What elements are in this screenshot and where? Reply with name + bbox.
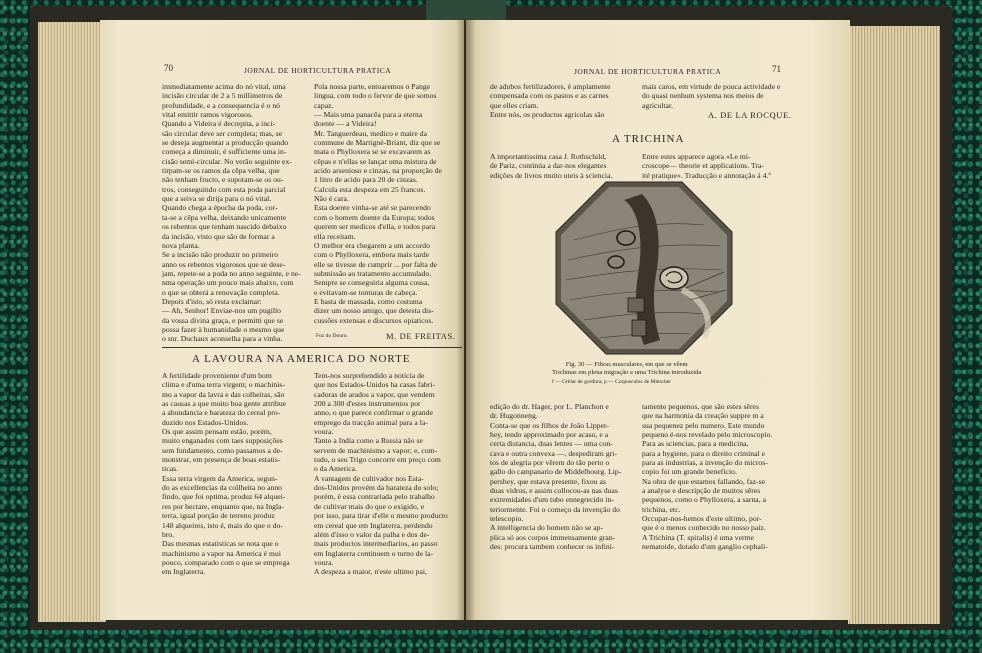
text-line: porém, é essa contrariada pelo trabalho bbox=[314, 492, 435, 502]
text-line: anno os rebentos vigorosos que se dese- bbox=[162, 259, 286, 269]
text-line: nma operação um pouco mais abaixo, com bbox=[162, 278, 294, 288]
text-line: Entre nós, os productos agricolas são bbox=[490, 110, 605, 120]
text-line: res por hectare, enquanto que, na Ingla- bbox=[162, 501, 285, 511]
text-line: hey, tendo approximado por acaso, e a bbox=[490, 430, 609, 440]
left-column-2-bottom bbox=[314, 371, 448, 577]
text-line: com o Phylloxera, embora mais tarde bbox=[314, 250, 430, 260]
text-line: A intelligencia do homem não se ap- bbox=[490, 523, 604, 533]
text-line: da incisão, visto que são de formar a bbox=[162, 231, 275, 241]
text-line: Sempre se conseguiria alguma cousa, bbox=[314, 278, 430, 288]
text-line: certa distancia, duas lentes — uma con- bbox=[490, 439, 613, 449]
text-line: ella receitam. bbox=[314, 231, 356, 241]
text-line: doente — a Videira! bbox=[314, 119, 377, 129]
text-line: cava e outra convexa —, despediram gri- bbox=[490, 448, 617, 458]
text-line: 200 a 300 d'estes instrumentos por bbox=[314, 399, 421, 409]
text-line: ité pratique». Traducção e annotação á 4.ª bbox=[642, 170, 771, 180]
article-title: A TRICHINA bbox=[612, 133, 685, 145]
text-line: da vossa divina graça, e permitti que se bbox=[162, 315, 284, 325]
text-line: Tem-nos surprehendido a noticia de bbox=[314, 371, 425, 380]
text-line: cisão semi-circular. No verão seguinte ex- bbox=[162, 156, 292, 166]
text-line: o da America. bbox=[314, 464, 358, 474]
text-line: ticas. bbox=[162, 464, 179, 474]
text-line: que na harmonia da creação suppre m a bbox=[642, 411, 764, 421]
text-line: vital emittir ramos vigorosos. bbox=[162, 110, 253, 120]
text-line: dos-Unidos provém da barateza do solo; bbox=[314, 483, 439, 493]
text-line: são circular deve ser completa; mas, se bbox=[162, 128, 283, 138]
text-line: muito enganados com taes supposições bbox=[162, 436, 283, 446]
right-page bbox=[466, 20, 850, 620]
left-column-2-top bbox=[314, 82, 442, 325]
text-line: o que se obterá a renovação completa. bbox=[162, 287, 280, 297]
text-line: voura. bbox=[314, 427, 334, 437]
text-line: nova planta. bbox=[162, 240, 200, 250]
text-line: acido arsenioso e cinzas, na proporção de bbox=[314, 166, 442, 176]
text-line: emprego da tracção animal para a la- bbox=[314, 417, 428, 427]
intro-column-1 bbox=[490, 152, 612, 180]
text-line: findo, que foi optima, produz 64 alquei- bbox=[162, 492, 286, 502]
text-line: Esta doente vinha-se até se parecendo bbox=[314, 203, 431, 213]
text-line: immediatamente acima do nó vital, uma bbox=[162, 82, 286, 91]
text-line: Calcula esta despeza em 25 francos. bbox=[314, 184, 426, 194]
text-line: Entre estes apparece agora «Le mi- bbox=[642, 152, 751, 161]
text-line: A Trichina (T. spiralis) é uma verme bbox=[642, 532, 754, 542]
text-line: A vantagem de cultivador nos Esta- bbox=[314, 473, 424, 483]
signature-place: Foz do Douro. bbox=[316, 333, 348, 339]
text-line: edições de livros muito uteis à sciencia. bbox=[490, 170, 613, 180]
text-line: cadoras de arados a vapor, que vendem bbox=[314, 389, 435, 399]
text-line: mais caros, em virtude de pouca actividade e bbox=[642, 82, 781, 91]
text-line: pershey, que estava presente, fixou as bbox=[490, 476, 606, 486]
text-line: tos de alegria por vêrem do tão perto o bbox=[490, 458, 610, 468]
text-line: cussões extensas e discursos opiaticos. bbox=[314, 315, 434, 325]
text-line: Mr. Tanguerdeau, medico e maire da bbox=[314, 128, 427, 138]
right-column-2-top bbox=[642, 82, 780, 110]
figure-legend: f — Grêlar de gordura; p — Corpusculos de Miescher bbox=[552, 379, 671, 385]
text-line: do as excellencias da collheita no anno bbox=[162, 483, 283, 493]
text-line: que elles criam. bbox=[490, 100, 539, 110]
text-line: jam, repete-se a poda no anno seguinte, e ne- bbox=[162, 268, 301, 278]
text-line: Conta-se que os filhos de João Lipper- bbox=[490, 420, 610, 430]
text-line: possa fazer à humanidade o mesmo que bbox=[162, 324, 285, 334]
text-line: E basta de massada, como costuma bbox=[314, 296, 423, 306]
text-line: nematoide, dotado d'um ganglio cephali- bbox=[642, 542, 768, 552]
text-line: que nos Estados-Unidos ha casas fabri- bbox=[314, 380, 436, 390]
text-line: Das mesmas estatisticas se nota que o bbox=[162, 539, 279, 549]
signature-name: M. DE FREITAS. bbox=[386, 331, 456, 341]
book-gutter bbox=[456, 18, 476, 622]
text-line: mo a vapor da lavra e das colheitas, são bbox=[162, 389, 285, 399]
text-line: Não é cara. bbox=[314, 194, 349, 204]
text-line: começa a diminuir, é sufficiente uma in- bbox=[162, 147, 287, 157]
text-line: agricultar. bbox=[642, 100, 674, 110]
figure-caption-line: Trichinas em plena migração e uma Trichina introduzida bbox=[552, 369, 702, 377]
text-line: pouco, comparado com o que se emprega bbox=[162, 557, 290, 567]
text-line: tudo, o seu Trigo concorre em preço com bbox=[314, 455, 441, 465]
text-line: com o homem doente da Europa; todos bbox=[314, 212, 435, 222]
text-line: machinismo a vapor na America é mui bbox=[162, 548, 281, 558]
text-line: em Inglaterra continuem o turno de la- bbox=[314, 548, 434, 558]
text-line: tros, conseguindo com esta poda parcial bbox=[162, 184, 286, 194]
text-line: submissão ao tratamento accumulado. bbox=[314, 268, 432, 278]
text-line: as causas a que muito boa gente attribue bbox=[162, 399, 287, 409]
signature-name: A. DE LA ROCQUE. bbox=[708, 110, 792, 120]
text-line: sua pequenez pelo numero. Este mundo bbox=[642, 420, 765, 430]
text-line: Para as sciencias, para a medicina, bbox=[642, 439, 749, 449]
text-line: tirpam-se os ramos da cêpa velha, que bbox=[162, 166, 280, 176]
right-column-1-bottom bbox=[490, 402, 621, 552]
text-line: anno, o que parece confirmar o grande bbox=[314, 408, 433, 418]
text-line: O melhor era chegarem a um accordo bbox=[314, 240, 430, 250]
text-line: Os que assim pensam estão, porém, bbox=[162, 427, 272, 437]
text-line: trichina, etc. bbox=[642, 504, 681, 514]
left-column-1-bottom bbox=[162, 371, 290, 577]
divider bbox=[162, 347, 462, 348]
trichina-illustration bbox=[554, 180, 734, 356]
text-line: Depois d'isto, só resta exclamar: bbox=[162, 296, 262, 306]
text-line: de cultivar mais do que o exigido, e bbox=[314, 501, 425, 511]
text-line: Quando a Videira é decrepita, a inci- bbox=[162, 119, 276, 129]
text-line: Tanto a India como a Russia não se bbox=[314, 436, 423, 446]
figure-caption bbox=[552, 361, 701, 377]
text-line: elle se tivesse de cumprir ... por falta de bbox=[314, 259, 437, 269]
text-line: commune de Martigné-Briant, diz que se bbox=[314, 138, 441, 148]
page-edges-left bbox=[38, 22, 106, 622]
text-line: Pola nossa parte, entoaremos o Pange bbox=[314, 82, 431, 91]
text-line: telescopio. bbox=[490, 514, 524, 524]
text-line: que a seiva se dirija para o nó vital. bbox=[162, 194, 272, 204]
text-line: para as industrias, a invenção do micros- bbox=[642, 458, 768, 468]
article-title: A LAVOURA NA AMERICA DO NORTE bbox=[192, 353, 411, 365]
text-line: plica só aos corpos immensamente gran- bbox=[490, 532, 616, 542]
text-line: 1 litro de acido para 20 de cinzas. bbox=[314, 175, 418, 185]
text-line: o snr. Duchaux aconselha para a vinha. bbox=[162, 334, 283, 344]
text-line: edição do dr. Hager, por L. Planchon e bbox=[490, 402, 609, 411]
text-line: mais productos intermediarios, ao passo bbox=[314, 539, 438, 549]
page-edges-right bbox=[848, 26, 940, 624]
right-column-2-bottom bbox=[642, 402, 772, 552]
text-line: duas vidros, e assim collocou-as nas duas bbox=[490, 486, 618, 496]
text-line: se deseja augmentar a producção quando bbox=[162, 138, 289, 148]
text-line: de adubos fertilizadores, é amplamente bbox=[490, 82, 611, 91]
text-line: Quando chega a épocha da poda, cor- bbox=[162, 203, 278, 213]
text-line: A fertilidade proveniente d'um bom bbox=[162, 371, 272, 380]
text-line: compensada com os pastos e as carnes bbox=[490, 91, 609, 101]
text-line: — Ah, Senhor! Enviae-nos um pugillo bbox=[162, 306, 282, 316]
text-line: dizer um nosso amigo, que detesta dis- bbox=[314, 306, 434, 316]
running-head: JORNAL DE HORTICULTURA PRATICA bbox=[574, 67, 722, 76]
text-line: extremidades d'um tubo ennegrecido in- bbox=[490, 495, 614, 505]
page-number: 70 bbox=[164, 63, 173, 73]
text-line: sem fundamento, como passamos a de- bbox=[162, 445, 283, 455]
text-line: ta-se a cêpa velha, deixando unicamente bbox=[162, 212, 287, 222]
text-line: pequeno é-nos revelado pelo microscopio. bbox=[642, 430, 773, 440]
right-column-1-top bbox=[490, 82, 611, 119]
text-line: des: procura tambem conhecer os infini- bbox=[490, 542, 615, 552]
text-line: não tenham fructo, e supotam-se os ou- bbox=[162, 175, 284, 185]
text-line: capaz. bbox=[314, 100, 334, 110]
text-line: para a hygiene, para o direito criminal e bbox=[642, 448, 766, 458]
text-line: dr. Hugonneng. bbox=[490, 411, 538, 421]
text-line: tamente pequenos, que são estes sêres bbox=[642, 402, 759, 411]
page-number: 71 bbox=[772, 64, 781, 74]
text-line: que é o menos conhecido no nosso paiz. bbox=[642, 523, 766, 533]
text-line: teriormente. Foi o começo da invenção do bbox=[490, 504, 620, 514]
text-line: Se a incisão não produzir no primeiro bbox=[162, 250, 279, 260]
text-line: lingua, com todo o fervor de que somos bbox=[314, 91, 437, 101]
running-head: JORNAL DE HORTICULTURA PRATICA bbox=[244, 66, 392, 75]
text-line: voura. bbox=[314, 557, 334, 567]
text-line: A importantissima casa J. Rothschild, bbox=[490, 152, 607, 161]
text-line: copio foi um grande beneficio. bbox=[642, 467, 737, 477]
text-line: bro. bbox=[162, 529, 175, 539]
intro-column-2 bbox=[642, 152, 771, 180]
text-line: duzido nos Estados-Unidos. bbox=[162, 417, 249, 427]
left-page bbox=[100, 20, 464, 620]
book-spine bbox=[426, 0, 506, 20]
text-line: em cereal que em Inglaterra, perdendo bbox=[314, 520, 433, 530]
text-line: incisão circular de 2 a 5 millimetros de bbox=[162, 91, 283, 101]
text-line: servem de machinismo a vapor; e, com- bbox=[314, 445, 438, 455]
text-line: croscope— theorie et applications. Tra- bbox=[642, 161, 764, 171]
text-line: mata o Phylloxera se se excavarem as bbox=[314, 147, 431, 157]
text-line: cêpas e n'ellas se lançar uma mistura de bbox=[314, 156, 437, 166]
text-line: pequenos, como o Phylloxera, a sarna, a bbox=[642, 495, 767, 505]
text-line: profundidade, e a consequencia é o nó bbox=[162, 100, 281, 110]
text-line: os rebentos que tenham nascido debaixo bbox=[162, 222, 287, 232]
left-column-1-top bbox=[162, 82, 301, 344]
text-line: Na obra de que estamos fallando, faz-se bbox=[642, 476, 766, 486]
text-line: terra, igual porção de terreno produz bbox=[162, 511, 275, 521]
text-line: do quasi nenhum systema nos meios de bbox=[642, 91, 764, 101]
text-line: Essa terra virgem da America, segun- bbox=[162, 473, 278, 483]
text-line: monstrar, em presença de boas estatis- bbox=[162, 455, 281, 465]
text-line: — Mais uma panacêa para a eterna bbox=[314, 110, 423, 120]
text-line: querem ser medicos d'ella, e todos para bbox=[314, 222, 436, 232]
figure-caption-line: Fig. 30 — Fibras musculares, em que se vêem bbox=[565, 361, 688, 368]
text-line: e evitavam-se tonturas de cabeça. bbox=[314, 287, 418, 297]
text-line: a analyse e descripção de muitos sêres bbox=[642, 486, 761, 496]
text-line: Occupar-nos-hemos d'este ultimo, por- bbox=[642, 514, 762, 524]
text-line: 148 alqueires, isto é, mais do que o do- bbox=[162, 520, 283, 530]
text-line: gallo do campanario de Middelbourg. Lip- bbox=[490, 467, 622, 477]
text-line: de Pariz, continúa a dar-nos elegantes bbox=[490, 161, 607, 171]
text-line: clima e d'uma terra virgem; o machinis- bbox=[162, 380, 285, 390]
text-line: além d'isso o valor da palha e dos de- bbox=[314, 529, 430, 539]
text-line: A despeza a maior, n'este ultimo pai, bbox=[314, 567, 427, 577]
text-line: a abundancia e barateza do cereal pro- bbox=[162, 408, 281, 418]
text-line: por isso, para tirar d'elle o mesmo producto bbox=[314, 511, 448, 521]
text-line: em Inglaterra. bbox=[162, 567, 206, 577]
